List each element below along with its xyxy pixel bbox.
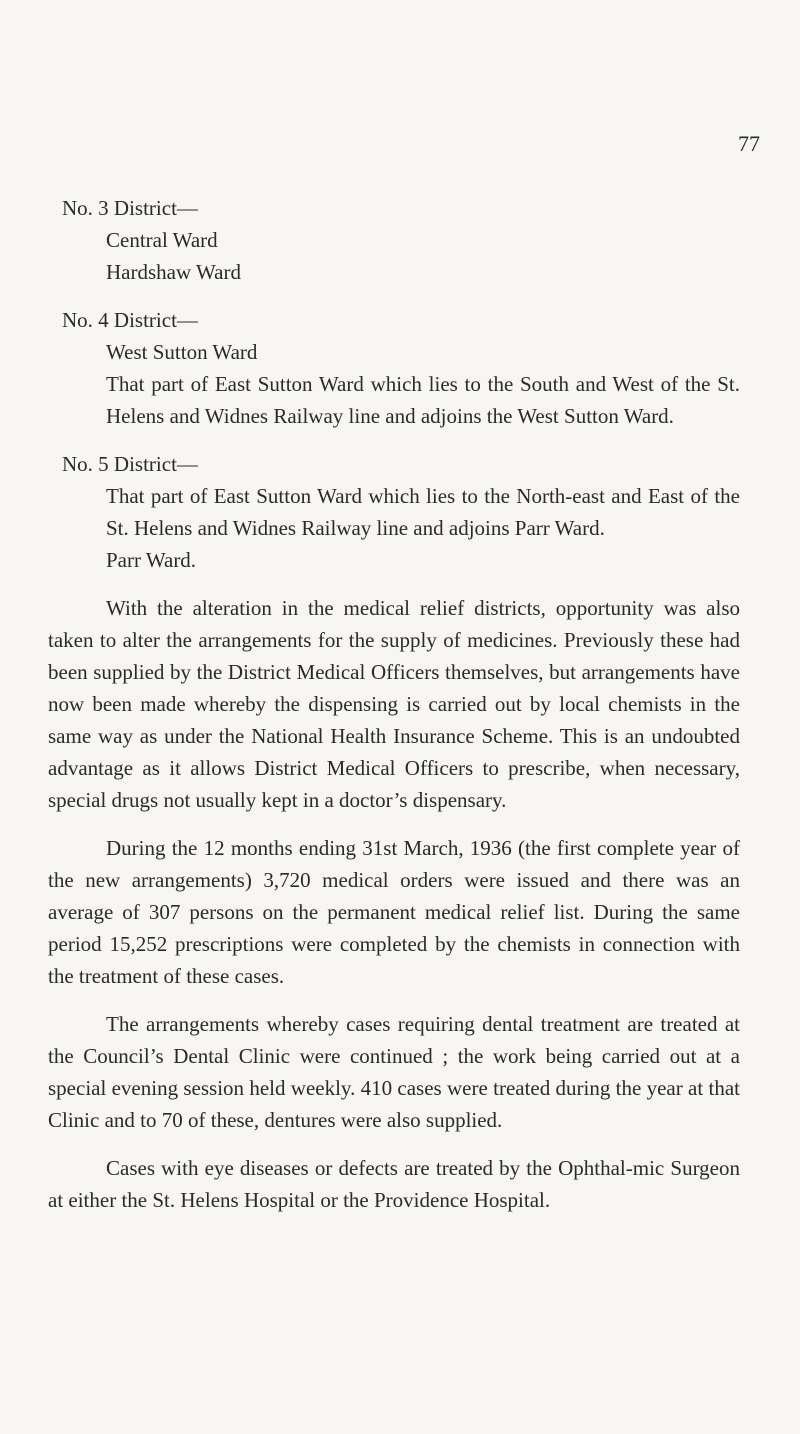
ward-line: West Sutton Ward xyxy=(106,340,258,364)
ward-description: That part of East Sutton Ward which lies to the North-east and East of the St. Helens and Widnes Railway line and adjoins Parr Ward. xyxy=(106,484,740,540)
ward-line: Hardshaw Ward xyxy=(106,260,241,284)
paragraph-medicines: With the alteration in the medical relief districts, opportunity was also taken to alter the arrangements for the supply of medicines. Previously these had been supplied by the District Medical Officers themselves, but arrangements have now been made whereby the dispensing is carried out by local chemists in the same way as under the National Health Insurance Scheme. This is an undoubted advantage as it allows District Medical Officers to prescribe, when necessary, special drugs not usually kept in a doctor’s dispensary. xyxy=(48,596,740,812)
district-heading: No. 4 District— xyxy=(62,308,198,332)
paragraph-dental: The arrangements whereby cases requiring dental treatment are treated at the Council’s Dental Clinic were continued ; the work being carried out at a special evening session held weekly. 410 cases were treated during the year at that Clinic and to 70 of these, dentures were also supplied. xyxy=(48,1012,740,1132)
district-3 xyxy=(48,192,740,288)
ward-description: That part of East Sutton Ward which lies to the South and West of the St. Helens and Widnes Railway line and adjoins the West Sutton Ward. xyxy=(106,372,740,428)
district-heading: No. 5 District— xyxy=(62,452,198,476)
paragraph-eye: Cases with eye diseases or defects are treated by the Ophthal-mic Surgeon at either the St. Helens Hospital or the Providence Hospital. xyxy=(48,1156,740,1212)
paragraph-medical-orders: During the 12 months ending 31st March, 1936 (the first complete year of the new arrangements) 3,720 medical orders were issued and there was an average of 307 persons on the permanent medical relief list. During the same period 15,252 prescriptions were completed by the chemists in connection with the treatment of these cases. xyxy=(48,836,740,988)
page-number: 77 xyxy=(738,131,760,156)
ward-line: Central Ward xyxy=(106,228,218,252)
district-5 xyxy=(48,448,740,576)
district-heading: No. 3 District— xyxy=(62,196,198,220)
district-4 xyxy=(48,304,740,432)
page-content xyxy=(48,192,740,1232)
ward-line: Parr Ward. xyxy=(106,548,197,572)
